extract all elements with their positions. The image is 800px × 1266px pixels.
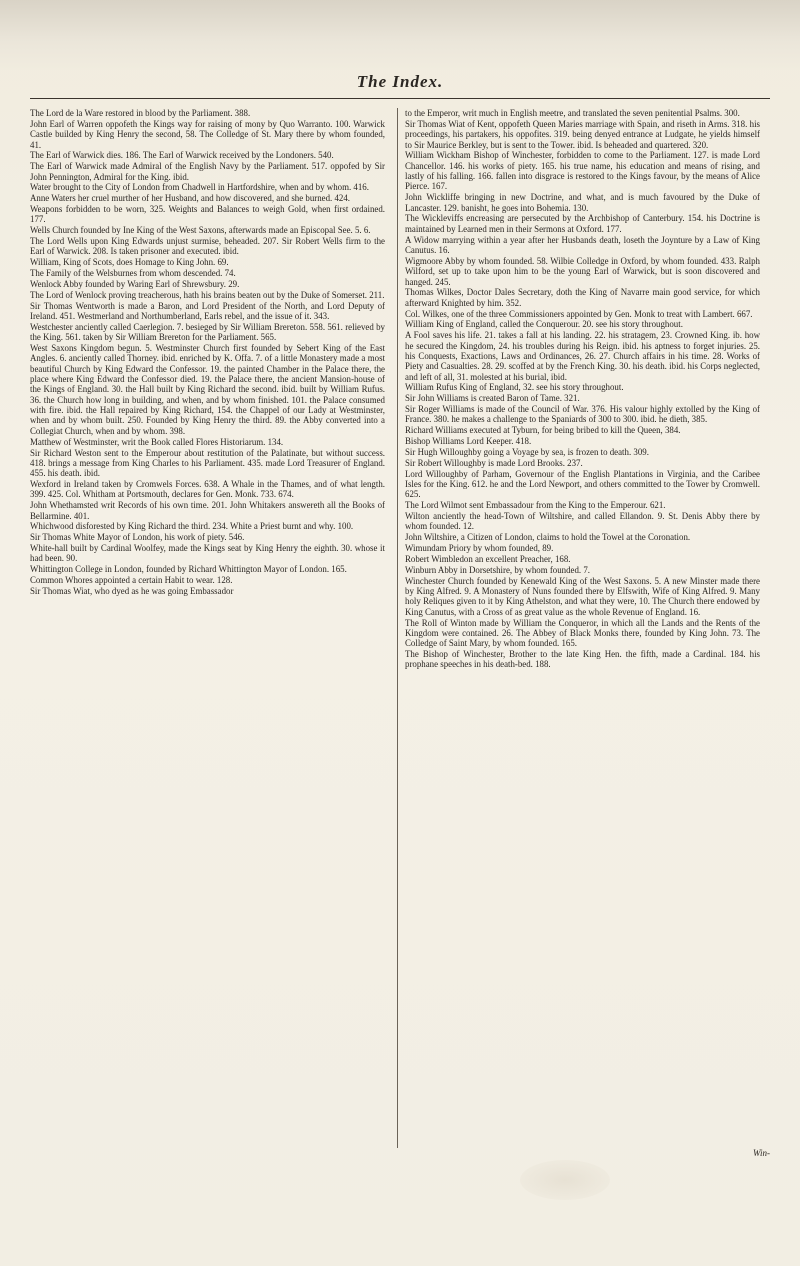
index-entry: Wilton anciently the head-Town of Wiltshire, and called Ellandon. 9. St. Denis Abby there by whom founded. 12. <box>405 511 760 532</box>
index-entry: Col. Wilkes, one of the three Commissioners appointed by Gen. Monk to treat with Lambert. 667. <box>405 308 753 319</box>
index-entry: John Wiltshire, a Citizen of London, claims to hold the Towel at the Coronation. <box>405 532 691 543</box>
page-top-band <box>0 0 800 70</box>
index-entry: Westchester anciently called Caerlegion. 7. besieged by Sir William Brereton. 558. 561. relieved by the King. 561. taken by Sir William Brereton for the Parliament. 565. <box>30 321 385 343</box>
index-entry: Matthew of Westminster, writ the Book called Flores Historiarum. 134. <box>30 436 284 447</box>
index-entry: Sir Thomas Wiat of Kent, oppofeth Queen Maries marriage with Spain, and riseth in Arms. 318. his proceedings, his partakers, his oppofites. 319. being denyed entrance at Ludgate, he yields himself to Sir Maurice Berkley, but is sent to the Tower. ibid. Is beheaded and quartered. 320. <box>405 118 760 150</box>
catchword: Win- <box>753 1148 770 1158</box>
index-entry: William Wickham Bishop of Winchester, forbidden to come to the Parliament. 127. is made Lord Chancellor. 146. his works of piety. 165. his true name, his education and means of rising, and lastly of his falling. 166. fallen into disgrace is restored to the Kings favour, by the means of Alice Pierce. 167. <box>405 150 760 192</box>
index-entry: The Roll of Winton made by William the Conqueror, in which all the Lands and the Rents of the Kingdom were contained. 26. The Abbey of Black Monks there, founded by King John. 73. The Colledge of Saint Mary, by whom founded. 165. <box>405 617 760 649</box>
index-entry: The Earl of Warwick dies. 186. The Earl of Warwick received by the Londoners. 540. <box>30 150 334 161</box>
page-title: The Index. <box>356 72 444 91</box>
index-entry: Wimundam Priory by whom founded, 89. <box>405 543 554 554</box>
index-entry: The Lord of Wenlock proving treacherous, hath his brains beaten out by the Duke of Somerset. 211. <box>30 289 385 300</box>
index-entry: The Lord Wilmot sent Embassadour from the King to the Emperour. 621. <box>405 500 666 511</box>
index-entry: Sir Roger Williams is made of the Council of War. 376. His valour highly extolled by the King of France. 380. he makes a challenge to the Spaniards of 300 to 300. ibid. he dieth, 385. <box>405 404 760 425</box>
index-entry: The Family of the Welsburnes from whom descended. 74. <box>30 268 236 279</box>
index-entry: Wells Church founded by Ine King of the West Saxons, afterwards made an Episcopal See. 5. 6. <box>30 225 371 236</box>
index-entry: Winchester Church founded by Kenewald King of the West Saxons. 5. A new Minster made there by King Alfred. 9. A Monastery of Nuns founded there by Elfswith, Wife of King Alfred. 9. Many holy Reliques given to it by King Athelston, and what they were, 10. The Church there endowed by King Canutus, with a Cross of as great value as the whole Revenue of England. 16. <box>405 575 760 617</box>
index-entry: White-hall built by Cardinal Woolfey, made the Kings seat by King Henry the eighth. 30. whose it had been. 90. <box>30 543 385 564</box>
index-entry: Sir Richard Weston sent to the Emperour about restitution of the Palatinate, but without success. 418. brings a message from King Charles to his Parliament. 435. made Lord Treasurer of England. 455. his death. ibid. <box>30 447 385 479</box>
index-entry: John Wickliffe bringing in new Doctrine, and what, and is much favoured by the Duke of Lancaster. 129. banisht, he goes into Bohemia. 130. <box>405 192 760 213</box>
index-entry: John Earl of Warren oppofeth the Kings way for raising of mony by Quo Warranto. 100. Warwick Castle builded by King Henry the second, 58. The Colledge of St. Mary there by whom founded, 41. <box>30 118 385 150</box>
index-entry: Sir Thomas Wiat, who dyed as he was going Embassador <box>30 585 234 596</box>
index-entry: William Rufus King of England, 32. see his story throughout. <box>405 382 624 393</box>
index-entry: Water brought to the City of London from Chadwell in Hartfordshire, when and by whom. 416. <box>30 182 369 193</box>
index-entry: A Fool saves his life. 21. takes a fall at his landing. 22. his stratagem, 23. Crowned King. ib. how he secured the Kingdom, 24. his troubles during his Reign. ibid. his aptness to forget injuries. 25. his Conquests, Exactions, Laws and Ordinances, 26. 27. Church affairs in his time. 28. Works of Piety and Casualties. 28. 29. scoffed at by the French King. 30. his death. ibid. his Corps neglected, and left of all, 31. molested at his burial, ibid. <box>405 330 760 382</box>
index-entry: Sir Robert Willoughby is made Lord Brooks. 237. <box>405 457 583 468</box>
index-entry: Richard Williams executed at Tyburn, for being bribed to kill the Queen, 384. <box>405 425 681 436</box>
index-entry: Sir Thomas White Mayor of London, his work of piety. 546. <box>30 532 245 543</box>
index-column-left <box>30 108 385 1148</box>
paper-stain <box>520 1160 610 1200</box>
page-header <box>30 68 770 99</box>
index-entry: William King of England, called the Conquerour. 20. see his story throughout. <box>405 319 683 330</box>
index-entry: The Lord Wells upon King Edwards unjust surmise, beheaded. 207. Sir Robert Wells firm to the Earl of Warwick. 208. Is taken prisoner and executed. ibid. <box>30 236 385 257</box>
column-divider <box>397 108 398 1148</box>
index-entry: Robert Wimbledon an excellent Preacher, 168. <box>405 553 571 564</box>
index-entry: to the Emperor, writ much in English meetre, and translated the seven penitential Psalms. 300. <box>405 108 740 118</box>
index-entry: John Whethamsted writ Records of his own time. 201. John Whitakers answereth all the Books of Bellarmine. 401. <box>30 500 385 521</box>
index-entry: Common Whores appointed a certain Habit to wear. 128. <box>30 575 233 586</box>
index-entry: The Lord de la Ware restored in blood by the Parliament. 388. <box>30 108 251 118</box>
index-entry: Sir Hugh Willoughby going a Voyage by sea, is frozen to death. 309. <box>405 447 649 457</box>
index-entry: Whittington College in London, founded by Richard Whittington Mayor of London. 165. <box>30 564 347 575</box>
index-entry: Lord Willoughby of Parham, Governour of the English Plantations in Virginia, and the Caribee Isles for the King. 612. he and the Lord Newport, and others committed to the Tower by Cromwell. 625. <box>405 468 760 500</box>
index-entry: West Saxons Kingdom begun. 5. Westminster Church first founded by Sebert King of the East Angles. 6. anciently called Thorney. ibid. enriched by K. Offa. 7. of a little Monastery made a most beautiful Church by King Edward the Confessor. 19. the painted Chamber in the Palace there, the place where King Edward the Confessor died. 19. the Palace there, the ancient Mansion-house of the Kings of England. 30. the Hall built by King Richard the second. ibid. built by William Rufus. 36. the Church how long in building, and when, and by whom finished. 101. the Palace consumed with fire. ibid. the Hall repaired by King Richard, 154. the Chappel of our Lady at Westminster, when and by whom built. 250. Founded by King Henry the third. 89. the Abby converted into a Collegiat Church, when and by whom. 398. <box>30 343 385 436</box>
index-entry: Winburn Abby in Dorsetshire, by whom founded. 7. <box>405 564 591 575</box>
index-entry: William, King of Scots, does Homage to King John. 69. <box>30 257 229 268</box>
index-entry: A Widow marrying within a year after her Husbands death, loseth the Joynture by a Law of King Canutus. 16. <box>405 234 760 255</box>
index-entry: Thomas Wilkes, Doctor Dales Secretary, doth the King of Navarre main good service, for which afterward Knighted by him. 352. <box>405 287 760 308</box>
index-entry: Sir John Williams is created Baron of Tame. 321. <box>405 393 580 404</box>
index-entry: The Bishop of Winchester, Brother to the late King Hen. the fifth, made a Cardinal. 184. his prophane speeches in his death-bed. 188. <box>405 649 760 670</box>
index-entry: Weapons forbidden to be worn, 325. Weights and Balances to weigh Gold, when first ordained. 177. <box>30 204 385 225</box>
index-entry: Anne Waters her cruel murther of her Husband, and how discovered, and she burned. 424. <box>30 193 351 204</box>
index-column-right <box>405 108 760 1148</box>
index-entry: The Earl of Warwick made Admiral of the English Navy by the Parliament. 517. oppofed by Sir John Pennington, Admiral for the King. ibid. <box>30 161 385 182</box>
index-entry: Whichwood disforested by King Richard the third. 234. White a Priest burnt and why. 100. <box>30 521 354 532</box>
index-entry: Wigmoore Abby by whom founded. 58. Wilbie Colledge in Oxford, by whom founded. 433. Ralph Wilford, set up to take upon him to be the young Earl of Warwick, but is soon discovered and hanged. 245. <box>405 255 760 287</box>
index-entry: Wexford in Ireland taken by Cromwels Forces. 638. A Whale in the Thames, and of what length. 399. 425. Col. Whitham at Portsmouth, declares for Gen. Monk. 733. 674. <box>30 479 385 500</box>
index-entry: The Wickleviffs encreasing are persecuted by the Archbishop of Canterbury. 154. his Doctrine is maintained by Learned men in their Sermons at Oxford. 177. <box>405 213 760 234</box>
index-entry: Wenlock Abby founded by Waring Earl of Shrewsbury. 29. <box>30 279 240 289</box>
index-entry: Sir Thomas Wentworth is made a Baron, and Lord President of the North, and Lord Deputy of Ireland. 451. Westmerland and Northumberland, Earls rebel, and the issue of it. 343. <box>30 300 385 322</box>
index-entry: Bishop Williams Lord Keeper. 418. <box>405 436 532 447</box>
